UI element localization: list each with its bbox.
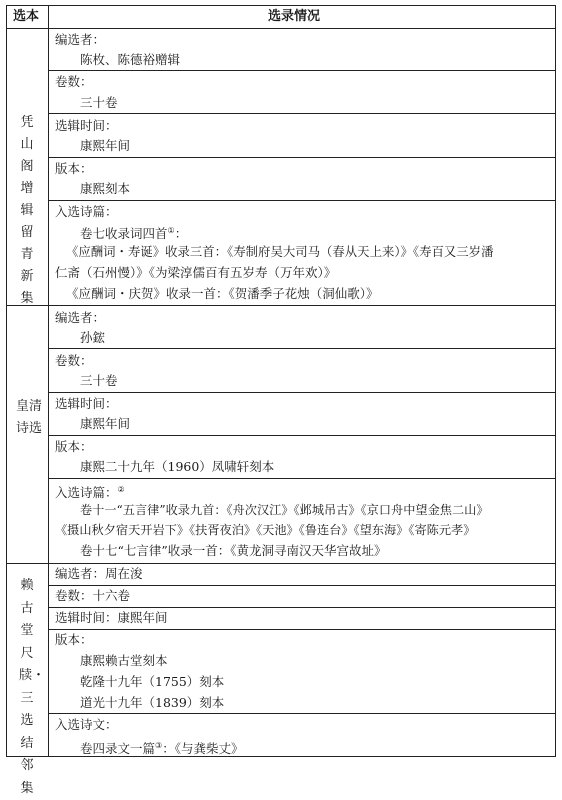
field-volumes: 卷数：十六卷 <box>55 588 131 603</box>
header-col-detail: 选录情况 <box>268 9 321 24</box>
cell-divider <box>48 607 556 608</box>
cell-divider <box>48 629 556 630</box>
field-label: 版本： <box>55 161 93 176</box>
poem-line: 卷十七“七言律”收录一首：《黄龙洞寻南汉天华宫故址》 <box>80 543 387 558</box>
poem-line-tail: ：《与龚柴丈》 <box>162 741 244 757</box>
poem-line-text: 卷四录文一篇 <box>80 741 156 757</box>
poem-line-text: 卷七收录词四首 <box>80 226 168 242</box>
field-label: 卷数： <box>55 74 93 89</box>
field-value: 道光十九年（1839）刻本 <box>80 695 225 710</box>
field-label: 入选诗文： <box>55 717 118 732</box>
footnote-mark: ② <box>117 485 125 494</box>
field-label: 入选诗篇： <box>55 204 118 219</box>
colon: ： <box>174 226 188 242</box>
field-label: 选辑时间： <box>55 396 118 411</box>
header-col-book: 选本 <box>13 9 40 24</box>
field-value: 乾隆十九年（1755）刻本 <box>80 674 225 689</box>
field-label: 入选诗篇： <box>55 485 118 501</box>
field-editor: 编选者：周在浚 <box>55 566 143 581</box>
cell-divider <box>48 113 556 114</box>
poem-line <box>80 738 243 757</box>
cell-divider <box>48 435 556 436</box>
field-label: 编选者： <box>55 32 106 47</box>
cell-divider <box>48 392 556 393</box>
field-value: 三十卷 <box>80 373 118 388</box>
poem-line <box>80 223 187 242</box>
book-title: 凭山阁增辑留青新集 <box>20 115 34 306</box>
field-label: 卷数： <box>55 353 93 368</box>
poem-line: 《摄山秋夕宿天开岩下》《扶胥夜泊》《天池》《鲁连台》《望东海》《寄陈元孝》 <box>55 523 476 537</box>
poem-line: 《应酬词・庆贺》收录一首：《贺潘季子花烛（洞仙歌）》 <box>66 286 379 301</box>
field-value: 康熙年间 <box>80 138 131 153</box>
cell-divider <box>48 585 556 586</box>
field-label: 版本： <box>55 439 93 454</box>
row-divider <box>6 28 556 29</box>
poems-label-line <box>55 482 125 501</box>
field-value: 陈枚、陈德裕赠辑 <box>80 52 181 67</box>
field-value: 孙鋐 <box>80 330 106 345</box>
field-value: 康熙年间 <box>80 416 131 431</box>
cell-divider <box>48 157 556 158</box>
poem-line: 仁斋（石州慢）》《为梁淳儒百有五岁寿（万年欢）》 <box>55 265 337 280</box>
field-label: 编选者： <box>55 310 106 325</box>
column-divider <box>48 5 49 757</box>
cell-divider <box>48 713 556 714</box>
field-value: 三十卷 <box>80 95 118 110</box>
field-value: 康熙二十九年（1960）凤啸轩刻本 <box>80 459 275 474</box>
cell-divider <box>48 200 556 201</box>
footnote-mark: ③ <box>155 741 163 750</box>
book-title: 赖古堂尺牍・三选结邻集 <box>19 578 46 796</box>
row-divider <box>6 563 556 564</box>
book-title: 皇清诗选 <box>15 399 42 436</box>
cell-divider <box>48 348 556 349</box>
field-value: 康熙刻本 <box>80 181 131 196</box>
cell-divider <box>48 70 556 71</box>
poem-line: 卷十一“五言律”收录九首：《舟次汉江》《邺城吊古》《京口舟中望金焦二山》 <box>80 503 489 517</box>
footnote-mark: ① <box>167 226 175 235</box>
cell-divider <box>48 478 556 479</box>
field-time: 选辑时间：康熙年间 <box>55 610 168 625</box>
field-value: 康熙赖古堂刻本 <box>80 653 168 668</box>
row-divider <box>6 305 556 306</box>
field-label: 版本： <box>55 632 93 647</box>
field-label: 选辑时间： <box>55 118 118 133</box>
poem-line: 《应酬词・寿诞》收录三首：《寿制府吴大司马（春从天上来）》《寿百又三岁潘 <box>66 244 494 259</box>
